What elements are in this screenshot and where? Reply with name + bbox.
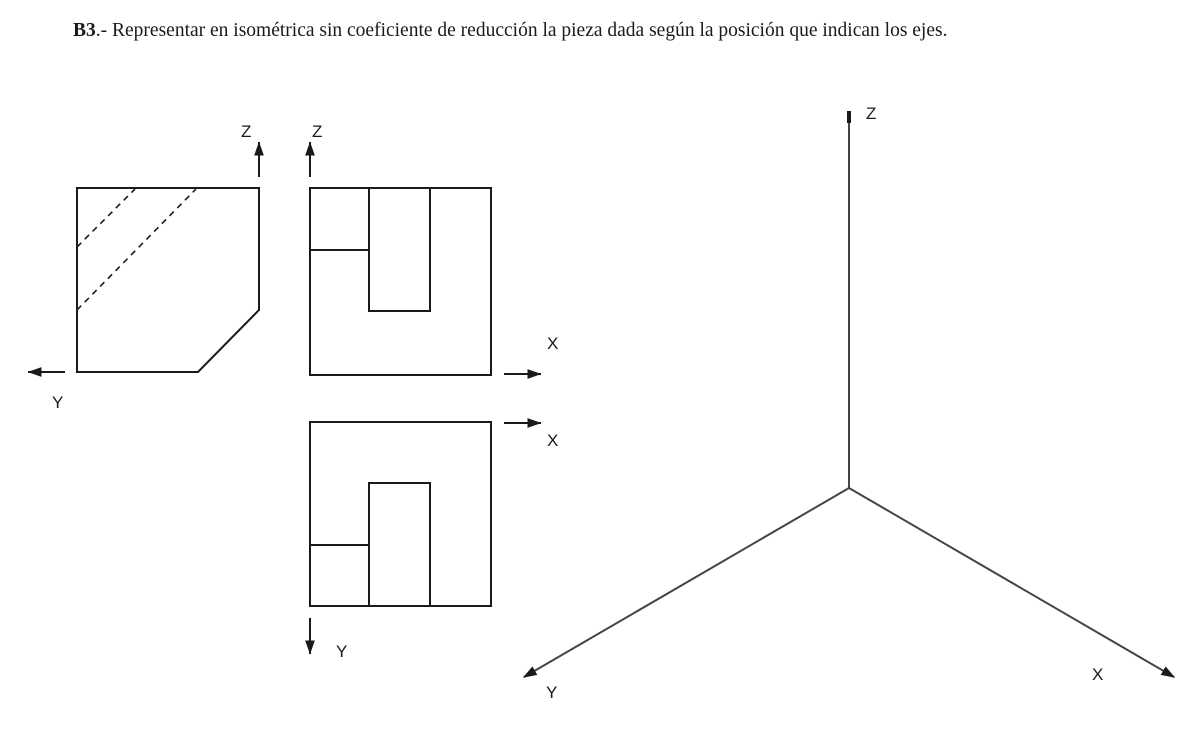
iso-y-axis — [524, 488, 849, 677]
side-view-z-label: Z — [241, 122, 252, 141]
exercise-code: B3 — [73, 20, 96, 41]
side-view — [29, 122, 259, 412]
front-view — [310, 122, 558, 375]
front-view-x-label: X — [547, 334, 559, 353]
side-view-hidden-edge — [77, 189, 196, 310]
side-view-hidden-edge — [77, 189, 135, 247]
side-view-outline — [77, 188, 259, 372]
isometric-axes — [524, 104, 1174, 702]
top-view — [310, 422, 558, 661]
top-view-y-label: Y — [336, 642, 348, 661]
iso-z-label: Z — [866, 104, 877, 123]
iso-y-label: Y — [546, 683, 558, 702]
iso-z-axis-tip — [847, 111, 851, 123]
iso-x-axis — [849, 488, 1174, 677]
front-view-z-label: Z — [312, 122, 323, 141]
top-view-x-label: X — [547, 431, 559, 450]
iso-x-label: X — [1092, 665, 1104, 684]
exercise-text: .- Representar en isométrica sin coeficiente de reducción la pieza dada según la posición que indican los ejes. — [95, 20, 948, 41]
front-view-outline — [310, 188, 491, 375]
top-view-outline — [310, 422, 491, 606]
side-view-y-label: Y — [52, 393, 64, 412]
